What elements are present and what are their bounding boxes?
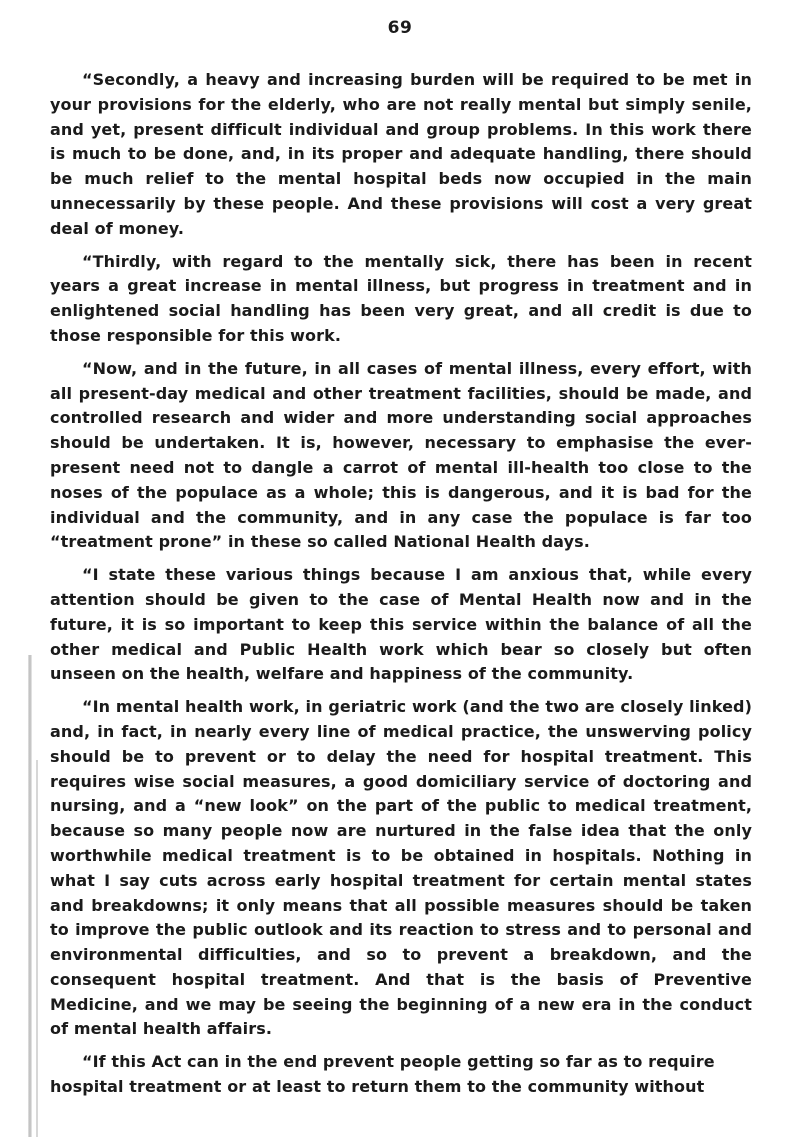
paragraph-thirdly: “Thirdly, with regard to the mentally sick, there has been in recent years a great increase in mental illness, but progress in treatment and in enlightened social handling has been very great, and all credit is due to those responsible for this work.: [50, 251, 752, 345]
paragraph-secondly: “Secondly, a heavy and increasing burden will be required to be met in your provisions for the elderly, who are not really mental but simply senile, and yet, present difficult individual and group problems. In this work there is much to be done, and, in its proper and adequate handling, there should be much relief to the mental hospital beds now occupied in the main unnecessarily by these people. And these provisions will cost a very great deal of money.: [50, 70, 752, 238]
scan-binding-shadow: [36, 760, 38, 1137]
body-text: [50, 68, 752, 1108]
paragraph-now-and-future: “Now, and in the future, in all cases of mental illness, every effort, with all present-day medical and other treatment facilities, should be made, and controlled research and wider and more understanding social approaches should be undertaken. It is, however, necessary to emphasise the ever-present need not to dangle a carrot of mental ill-health too close to the noses of the populace as a whole; this is dangerous, and it is bad for the individual and the community, and in any case the populace is far too “treatment prone” in these so called National Health days.: [50, 358, 752, 552]
page-number: 69: [387, 18, 413, 38]
scan-binding-edge: [28, 655, 32, 1137]
paragraph-mental-health-work: “In mental health work, in geriatric work (and the two are closely linked) and, in fact, in nearly every line of medical practice, the unswerving policy should be to prevent or to delay the need for hospital treatment. This requires wise social measures, a good domiciliary service of doctoring and nursing, and a “new look” on the part of the public to medical treatment, because so many people now are nurtured in the false idea that the only worthwhile medical treatment is to be obtained in hospitals. Nothing in what I say cuts across early hospital treatment for certain mental states and breakdowns; it only means that all possible measures should be taken to improve the public outlook and its reaction to stress and to personal and environmental difficulties, and so to prevent a breakdown, and the consequent hospital treatment. And that is the basis of Preventive Medicine, and we may be seeing the beginning of a new era in the conduct of mental health affairs.: [50, 697, 752, 1039]
paragraph-if-this-act: “If this Act can in the end prevent people getting so far as to require hospital treatment or at least to return them to the community without: [50, 1052, 715, 1097]
paragraph-i-state: “I state these various things because I am anxious that, while every attention should be given to the case of Mental Health now and in the future, it is so important to keep this service within the balance of all the other medical and Public Health work which bear so closely but often unseen on the health, welfare and happiness of the community.: [50, 565, 752, 684]
